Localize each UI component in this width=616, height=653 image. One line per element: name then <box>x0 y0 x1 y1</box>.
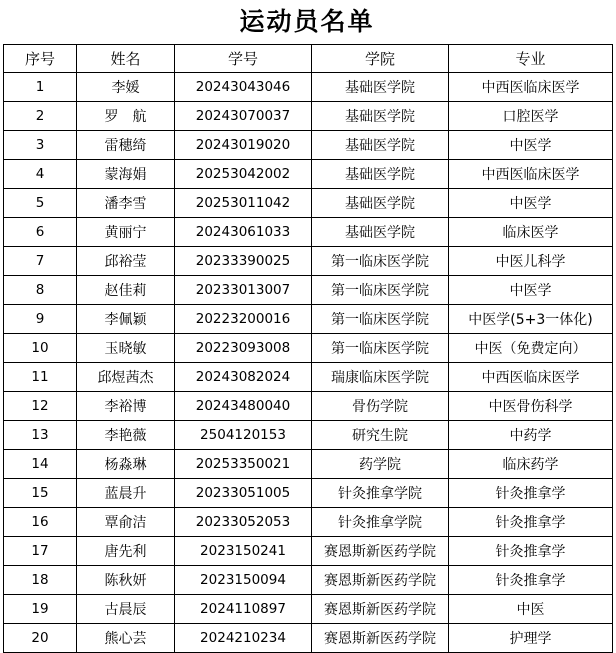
header-index: 序号 <box>4 45 77 73</box>
cell-name: 罗 航 <box>77 102 175 131</box>
cell-student-id: 2024110897 <box>175 595 312 624</box>
cell-major: 临床医学 <box>449 218 613 247</box>
cell-college: 第一临床医学院 <box>312 305 449 334</box>
table-row <box>4 537 613 566</box>
cell-name: 陈秋妍 <box>77 566 175 595</box>
cell-name: 李艳薇 <box>77 421 175 450</box>
cell-student-id: 20253011042 <box>175 189 312 218</box>
cell-index: 20 <box>4 624 77 653</box>
cell-major: 中医儿科学 <box>449 247 613 276</box>
cell-name: 唐先利 <box>77 537 175 566</box>
cell-index: 13 <box>4 421 77 450</box>
cell-student-id: 20223093008 <box>175 334 312 363</box>
table-row <box>4 595 613 624</box>
cell-index: 12 <box>4 392 77 421</box>
header-name: 姓名 <box>77 45 175 73</box>
cell-student-id: 20243043046 <box>175 73 312 102</box>
cell-student-id: 20233390025 <box>175 247 312 276</box>
cell-major: 中医学 <box>449 189 613 218</box>
cell-student-id: 20243061033 <box>175 218 312 247</box>
cell-student-id: 20243480040 <box>175 392 312 421</box>
cell-name: 杨淼琳 <box>77 450 175 479</box>
cell-major: 中西医临床医学 <box>449 73 613 102</box>
table-row <box>4 624 613 653</box>
cell-student-id: 20243082024 <box>175 363 312 392</box>
cell-major: 中医学 <box>449 131 613 160</box>
cell-college: 赛恩斯新医药学院 <box>312 624 449 653</box>
cell-major: 针灸推拿学 <box>449 508 613 537</box>
cell-college: 基础医学院 <box>312 218 449 247</box>
table-row <box>4 102 613 131</box>
cell-college: 研究生院 <box>312 421 449 450</box>
cell-index: 14 <box>4 450 77 479</box>
athlete-table <box>3 44 613 653</box>
cell-college: 基础医学院 <box>312 131 449 160</box>
cell-college: 基础医学院 <box>312 189 449 218</box>
cell-student-id: 20253350021 <box>175 450 312 479</box>
table-row <box>4 189 613 218</box>
cell-name: 玉晓敏 <box>77 334 175 363</box>
table-row <box>4 247 613 276</box>
table-row <box>4 363 613 392</box>
cell-major: 口腔医学 <box>449 102 613 131</box>
table-row <box>4 334 613 363</box>
cell-index: 1 <box>4 73 77 102</box>
table-row <box>4 131 613 160</box>
cell-college: 骨伤学院 <box>312 392 449 421</box>
cell-index: 15 <box>4 479 77 508</box>
cell-name: 李媛 <box>77 73 175 102</box>
table-row <box>4 479 613 508</box>
table-row <box>4 160 613 189</box>
cell-student-id: 20223200016 <box>175 305 312 334</box>
cell-college: 赛恩斯新医药学院 <box>312 566 449 595</box>
cell-index: 3 <box>4 131 77 160</box>
cell-major: 中医（免费定向） <box>449 334 613 363</box>
cell-student-id: 2023150241 <box>175 537 312 566</box>
cell-college: 针灸推拿学院 <box>312 508 449 537</box>
cell-college: 第一临床医学院 <box>312 334 449 363</box>
header-student-id: 学号 <box>175 45 312 73</box>
cell-college: 基础医学院 <box>312 160 449 189</box>
cell-index: 6 <box>4 218 77 247</box>
cell-major: 针灸推拿学 <box>449 566 613 595</box>
cell-major: 针灸推拿学 <box>449 479 613 508</box>
cell-name: 蒙海娟 <box>77 160 175 189</box>
table-row <box>4 392 613 421</box>
table-row <box>4 276 613 305</box>
cell-student-id: 20233052053 <box>175 508 312 537</box>
cell-name: 覃俞洁 <box>77 508 175 537</box>
table-header <box>4 45 613 73</box>
cell-index: 10 <box>4 334 77 363</box>
table-row <box>4 508 613 537</box>
cell-major: 临床药学 <box>449 450 613 479</box>
cell-student-id: 20253042002 <box>175 160 312 189</box>
cell-student-id: 2504120153 <box>175 421 312 450</box>
cell-name: 李佩颖 <box>77 305 175 334</box>
cell-college: 第一临床医学院 <box>312 276 449 305</box>
cell-name: 黄丽宁 <box>77 218 175 247</box>
cell-index: 4 <box>4 160 77 189</box>
cell-student-id: 20233013007 <box>175 276 312 305</box>
cell-name: 邱煜茜杰 <box>77 363 175 392</box>
cell-major: 护理学 <box>449 624 613 653</box>
cell-major: 中药学 <box>449 421 613 450</box>
cell-index: 5 <box>4 189 77 218</box>
cell-name: 赵佳莉 <box>77 276 175 305</box>
cell-index: 8 <box>4 276 77 305</box>
cell-college: 基础医学院 <box>312 73 449 102</box>
cell-name: 古晨辰 <box>77 595 175 624</box>
cell-student-id: 2024210234 <box>175 624 312 653</box>
header-college: 学院 <box>312 45 449 73</box>
cell-student-id: 2023150094 <box>175 566 312 595</box>
cell-name: 邱裕莹 <box>77 247 175 276</box>
cell-major: 中医 <box>449 595 613 624</box>
cell-major: 针灸推拿学 <box>449 537 613 566</box>
cell-major: 中医骨伤科学 <box>449 392 613 421</box>
cell-student-id: 20233051005 <box>175 479 312 508</box>
table-row <box>4 421 613 450</box>
cell-major: 中西医临床医学 <box>449 363 613 392</box>
cell-student-id: 20243070037 <box>175 102 312 131</box>
cell-index: 16 <box>4 508 77 537</box>
table-row <box>4 305 613 334</box>
cell-student-id: 20243019020 <box>175 131 312 160</box>
cell-index: 17 <box>4 537 77 566</box>
cell-name: 潘李雪 <box>77 189 175 218</box>
cell-major: 中西医临床医学 <box>449 160 613 189</box>
cell-college: 基础医学院 <box>312 102 449 131</box>
cell-major: 中医学 <box>449 276 613 305</box>
cell-index: 11 <box>4 363 77 392</box>
table-row <box>4 566 613 595</box>
table-body <box>4 73 613 653</box>
cell-name: 蓝晨升 <box>77 479 175 508</box>
table-row <box>4 450 613 479</box>
cell-index: 19 <box>4 595 77 624</box>
page-title: 运动员名单 <box>239 7 375 36</box>
cell-name: 雷穗绮 <box>77 131 175 160</box>
table-row <box>4 218 613 247</box>
cell-index: 18 <box>4 566 77 595</box>
cell-name: 李裕博 <box>77 392 175 421</box>
cell-index: 9 <box>4 305 77 334</box>
cell-college: 第一临床医学院 <box>312 247 449 276</box>
cell-index: 7 <box>4 247 77 276</box>
cell-major: 中医学(5+3一体化) <box>449 305 613 334</box>
cell-college: 针灸推拿学院 <box>312 479 449 508</box>
cell-name: 熊心芸 <box>77 624 175 653</box>
cell-college: 药学院 <box>312 450 449 479</box>
cell-college: 瑞康临床医学院 <box>312 363 449 392</box>
table-row <box>4 73 613 102</box>
header-major: 专业 <box>449 45 613 73</box>
cell-index: 2 <box>4 102 77 131</box>
cell-college: 赛恩斯新医药学院 <box>312 537 449 566</box>
cell-college: 赛恩斯新医药学院 <box>312 595 449 624</box>
header-row <box>4 45 613 73</box>
